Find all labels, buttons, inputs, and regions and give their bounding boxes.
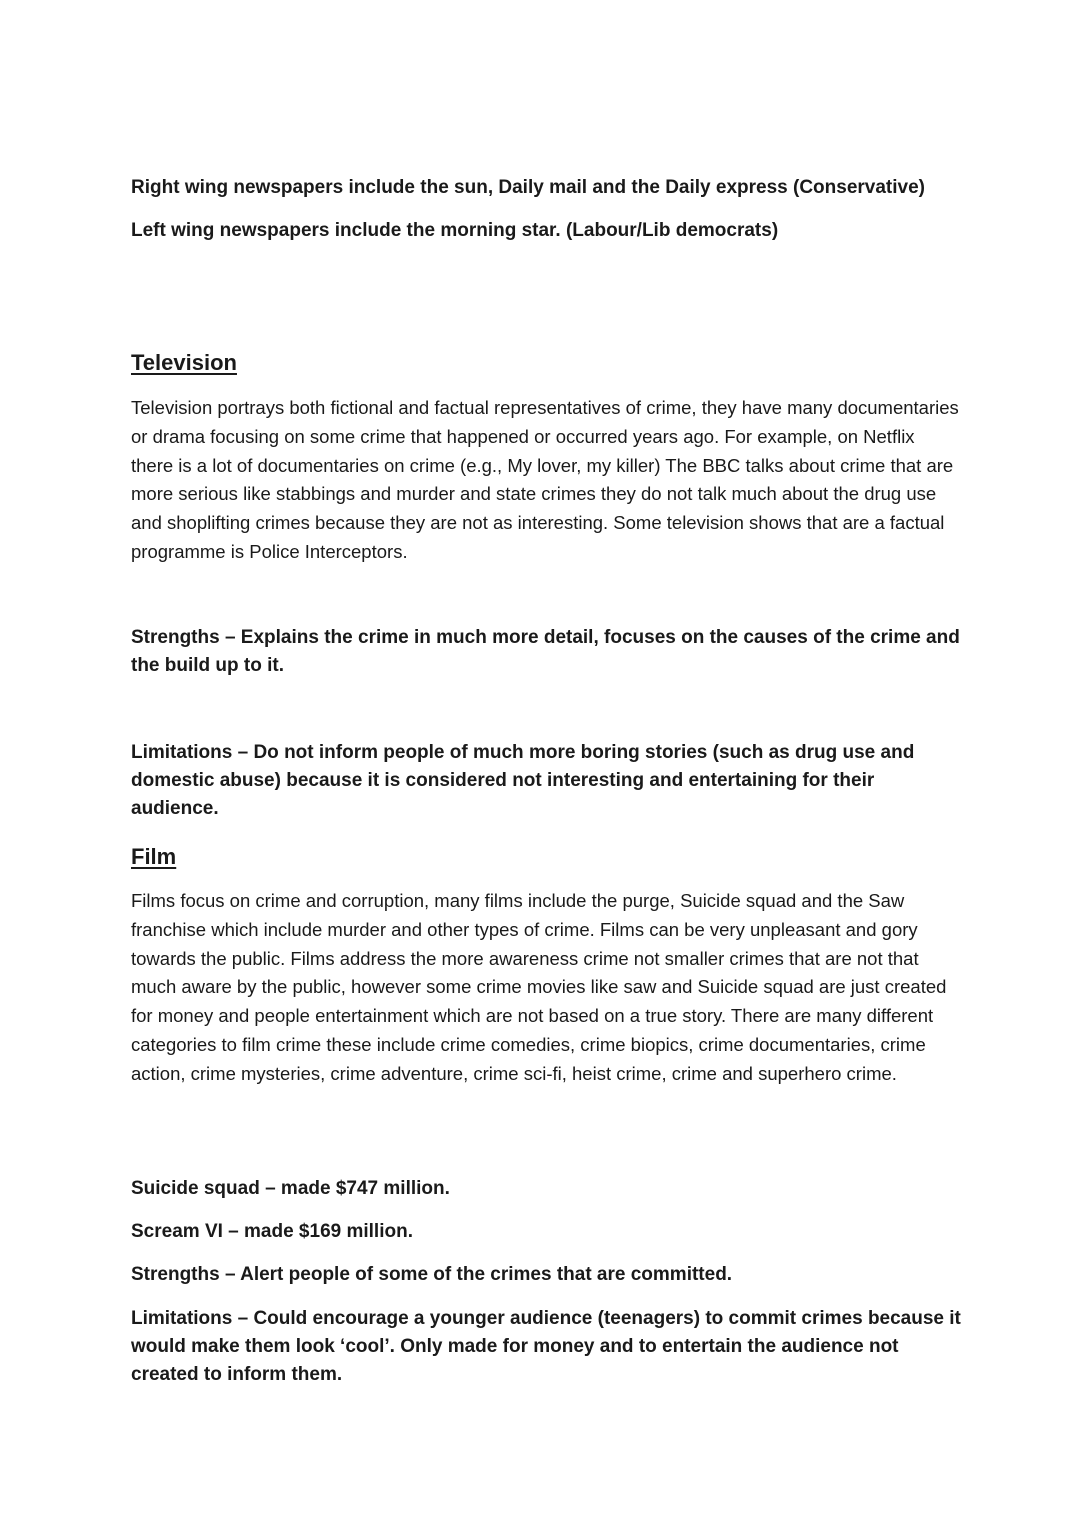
scream-earnings: Scream VI – made $169 million. bbox=[131, 1221, 413, 1242]
television-paragraph: Television portrays both fictional and factual representatives of crime, they have many documentaries or drama focusing on some crime that happened or occurred years ago. For example, on Netflix there is a lot of documentaries on crime (e.g., My lover, my killer) The BBC talks about crime that are more serious like stabbings and murder and state crimes they do not talk much about the drug use and shoplifting crimes because they are not as interesting. Some television shows that are a factual programme is Police Interceptors. bbox=[131, 397, 959, 562]
film-paragraph: Films focus on crime and corruption, many films include the purge, Suicide squad and the Saw franchise which include murder and other types of crime. Films can be very unpleasant and gory towards the public. Films address the more awareness crime not smaller crimes that are not that much aware by the public, however some crime movies like saw and Suicide squad are just created for money and people entertainment which are not based on a true story. There are many different categories to film crime these include crime comedies, crime biopics, crime documentaries, crime action, crime mysteries, crime adventure, crime sci-fi, heist crime, crime and superhero crime. bbox=[131, 890, 947, 1084]
right-wing-newspapers-text: Right wing newspapers include the sun, Daily mail and the Daily express (Conservative) bbox=[131, 177, 925, 198]
film-strengths: Strengths – Alert people of some of the crimes that are committed. bbox=[131, 1264, 733, 1285]
television-strengths: Strengths – Explains the crime in much more detail, focuses on the causes of the crime and the build up to it. bbox=[131, 627, 960, 676]
television-limitations: Limitations – Do not inform people of much more boring stories (such as drug use and domestic abuse) because it is considered not interesting and entertaining for their audience. bbox=[131, 742, 915, 819]
film-limitations: Limitations – Could encourage a younger audience (teenagers) to commit crimes because it would make them look ‘cool’. Only made for money and to entertain the audience not created to inform them. bbox=[131, 1308, 961, 1385]
film-heading: Film bbox=[131, 844, 177, 869]
suicide-squad-earnings: Suicide squad – made $747 million. bbox=[131, 1178, 450, 1199]
television-heading: Television bbox=[131, 350, 237, 375]
left-wing-newspapers-text: Left wing newspapers include the morning star. (Labour/Lib democrats) bbox=[131, 220, 779, 241]
